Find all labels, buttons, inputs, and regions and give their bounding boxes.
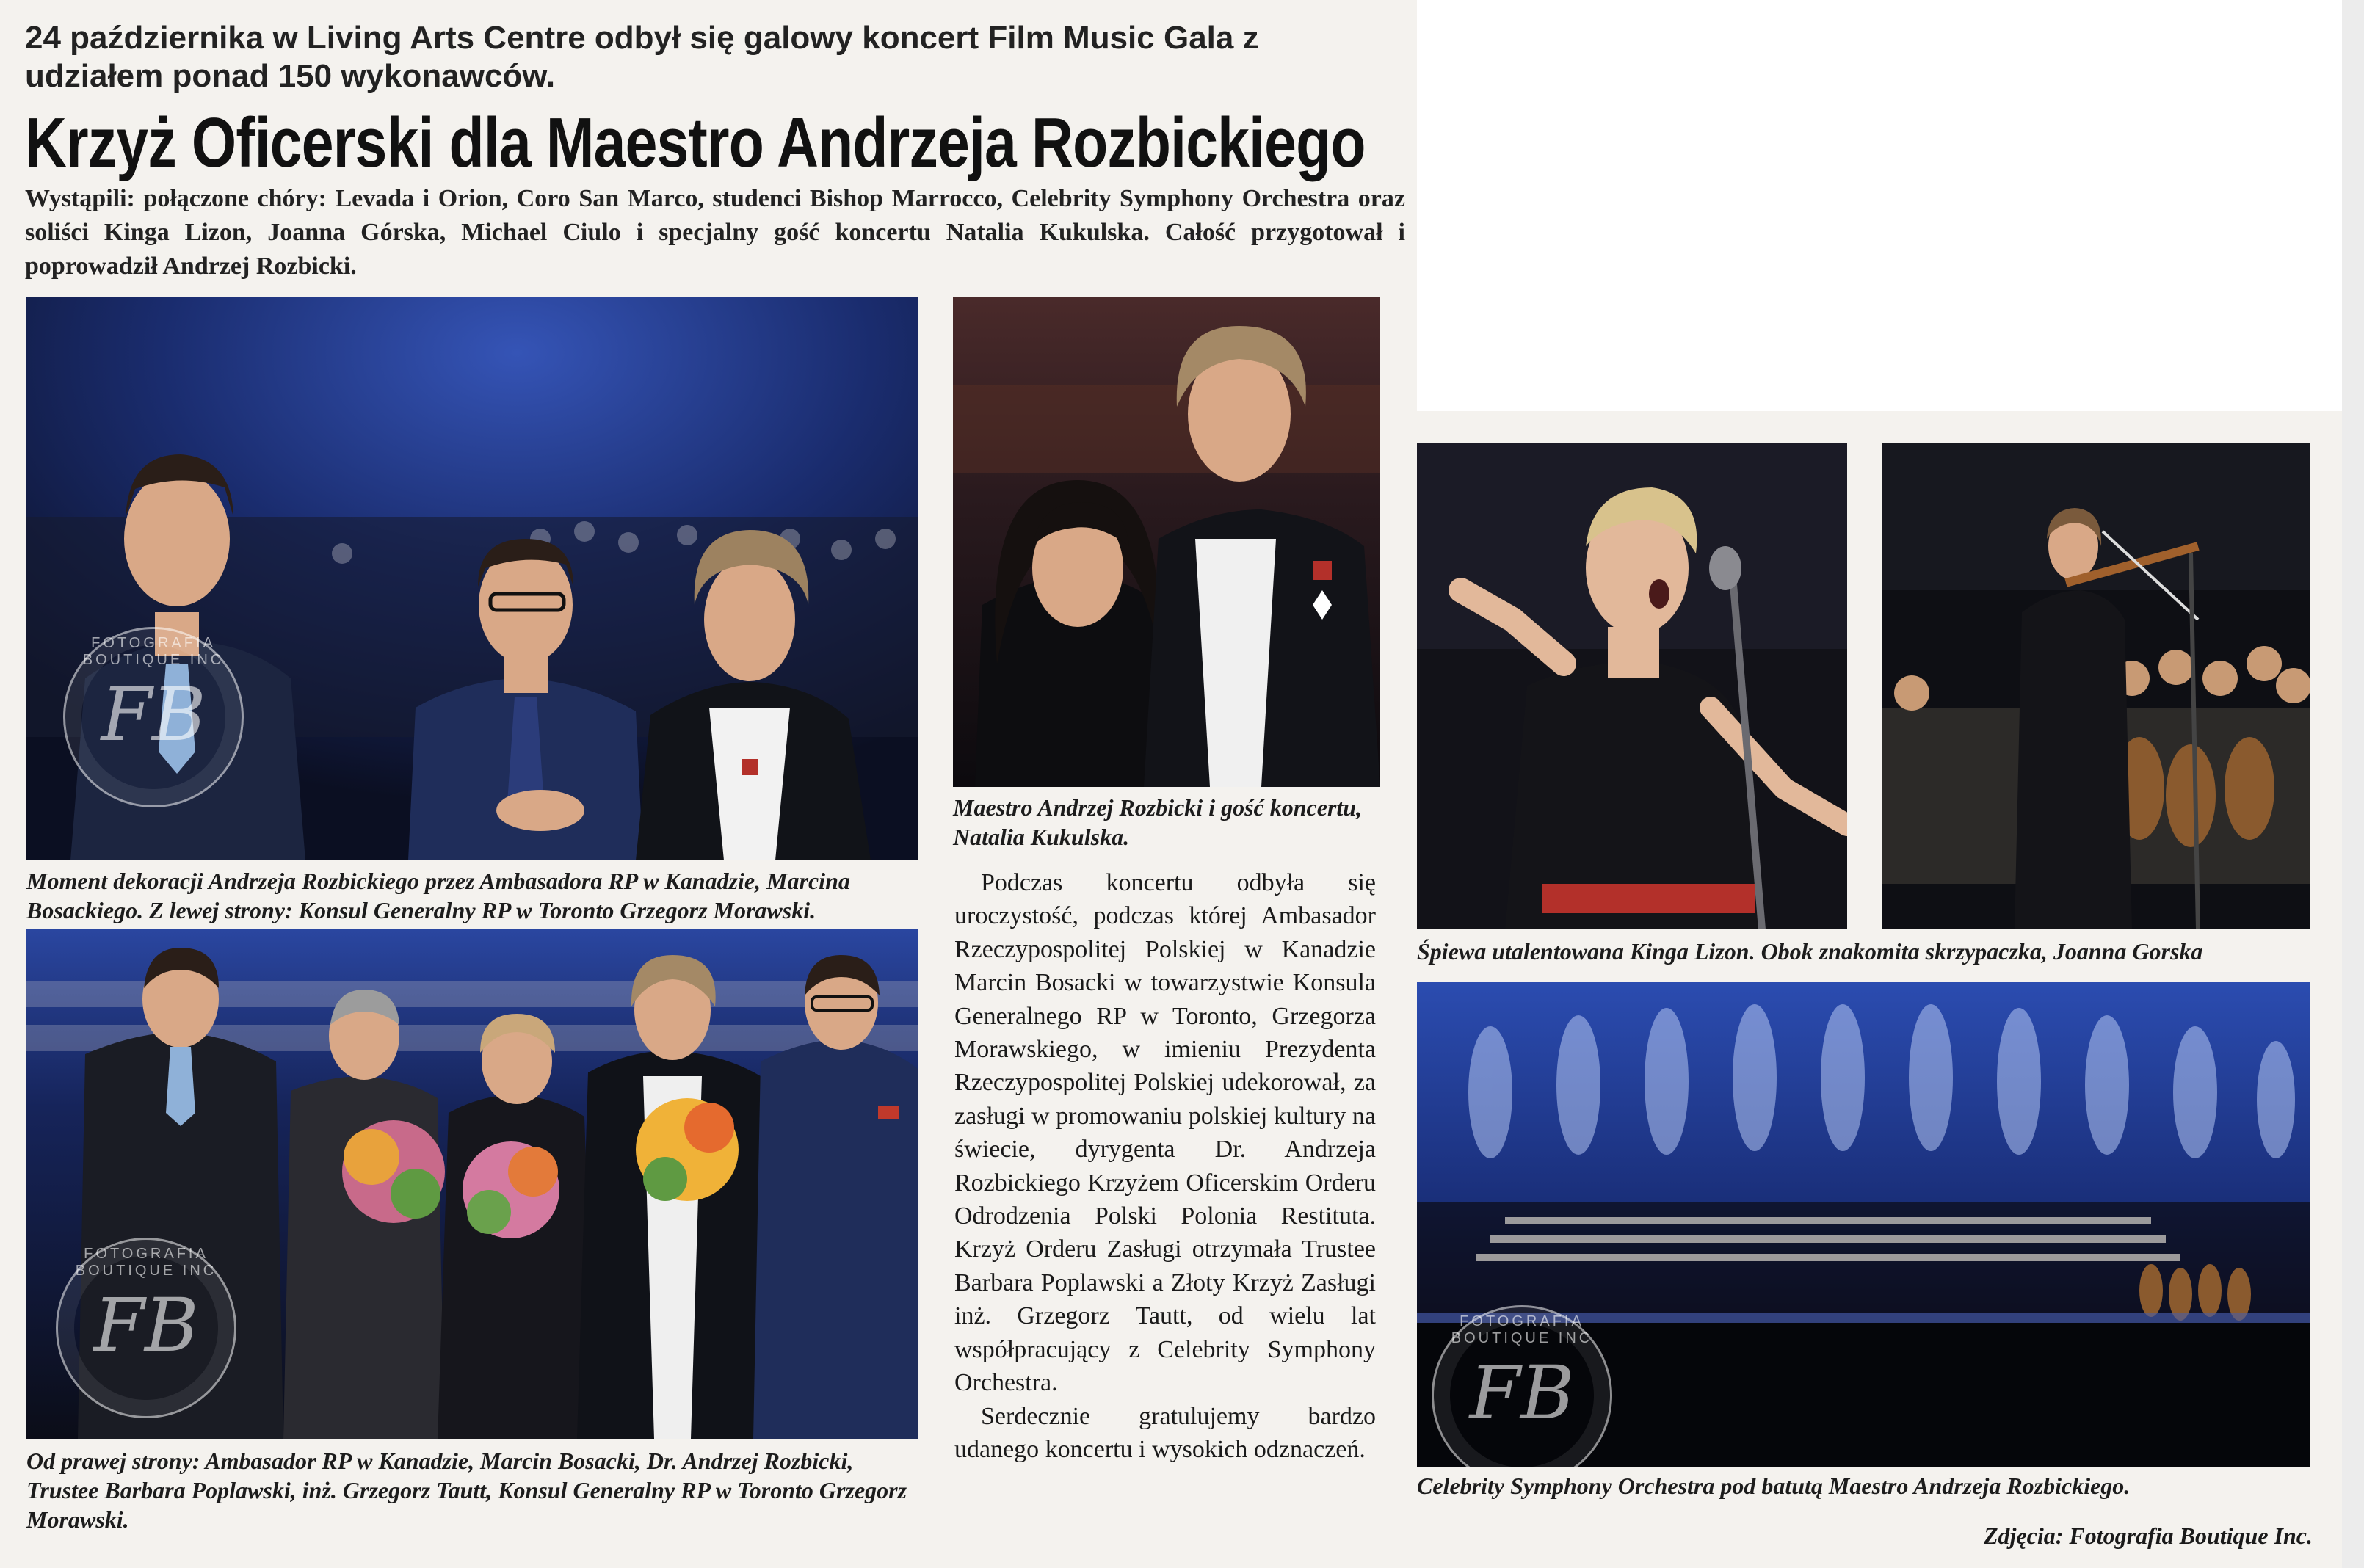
caption-singer: Śpiewa utalentowana Kinga Lizon. Obok znakomita skrzypaczka, Joanna Gorska	[1417, 938, 2203, 965]
caption-group: Od prawej strony: Ambasador RP w Kanadzie, Marcin Bosacki, Dr. Andrzej Rozbicki, Trustee Barbara Poplawski, inż. Grzegorz Tautt, Konsul Generalny RP w Toronto Grzegorz Morawski.	[26, 1448, 907, 1533]
photo-violinist	[1882, 443, 2310, 929]
watermark-ring-text: FOTOGRAFIA BOUTIQUE INC	[1451, 1313, 1593, 1346]
photo-orchestra	[1417, 982, 2310, 1467]
photo-decoration	[26, 297, 918, 860]
photo-guest	[953, 297, 1380, 787]
caption-decoration: Moment dekoracji Andrzeja Rozbickiego przez Ambasadora RP w Kanadzie, Marcina Bosackiego. Z lewej strony: Konsul Generalny RP w Toronto Grzegorz Morawski.	[26, 868, 850, 923]
watermark-ring-text: FOTOGRAFIA BOUTIQUE INC	[82, 635, 225, 668]
watermark-monogram: FB	[93, 1282, 199, 1368]
watermark-ring-text: FOTOGRAFIA BOUTIQUE INC	[75, 1246, 217, 1279]
page-edge	[2342, 0, 2364, 1568]
body-paragraph: Serdecznie gratulujemy bardzo udanego koncertu i wysokich odznaczeń.	[954, 1402, 1376, 1463]
blank-margin	[1417, 0, 2364, 411]
caption-guest: Maestro Andrzej Rozbicki i gość koncertu, Natalia Kukulska.	[953, 794, 1363, 850]
watermark-logo	[56, 1238, 236, 1418]
caption-orchestra: Celebrity Symphony Orchestra pod batutą Maestro Andrzeja Rozbickiego.	[1417, 1473, 2131, 1499]
body-paragraph: Podczas koncertu odbyła się uroczystość, podczas której Ambasador Rzeczypospolitej Polskiej w Kanadzie Marcin Bosacki w towarzystwie Konsula Generalnego RP w Toronto, Grzegorza Morawskiego, w imieniu Prezydenta Rzeczypospolitej Polskiej udekorował, za zasługi w promowaniu polskiej kultury na świecie, dyrygenta Dr. Andrzeja Rozbickiego Krzyżem Oficerskim Orderu Odrodzenia Polski Polonia Restituta. Krzyż Orderu Zasługi otrzymała Trustee Barbara Poplawski a Złoty Krzyż Zasługi inż. Grzegorz Tautt, od wielu lat współpracujący z Celebrity Symphony Orchestra.	[954, 869, 1376, 1397]
photo-singer	[1417, 443, 1847, 929]
article-headline: Krzyż Oficerski dla Maestro Andrzeja Rozbickiego	[25, 104, 1366, 182]
photo-group	[26, 929, 918, 1439]
article-lede: Wystąpili: połączone chóry: Levada i Orion, Coro San Marco, studenci Bishop Marrocco, Celebrity Symphony Orchestra oraz soliści Kinga Lizon, Joanna Górska, Michael Ciulo i specjalny gość koncertu Natalia Kukulska. Całość przygotował i poprowadził Andrzej Rozbicki.	[25, 185, 1405, 280]
article-kicker: 24 października w Living Arts Centre odbył się galowy koncert Film Music Gala z udziałem ponad 150 wykonawców.	[25, 20, 1259, 94]
watermark-logo	[63, 627, 244, 807]
watermark-monogram: FB	[101, 672, 206, 758]
photo-credit: Zdjęcia: Fotografia Boutique Inc.	[1984, 1522, 2313, 1549]
article-body	[954, 866, 1376, 1466]
watermark-monogram: FB	[1469, 1350, 1575, 1436]
watermark-logo	[1432, 1305, 1612, 1467]
